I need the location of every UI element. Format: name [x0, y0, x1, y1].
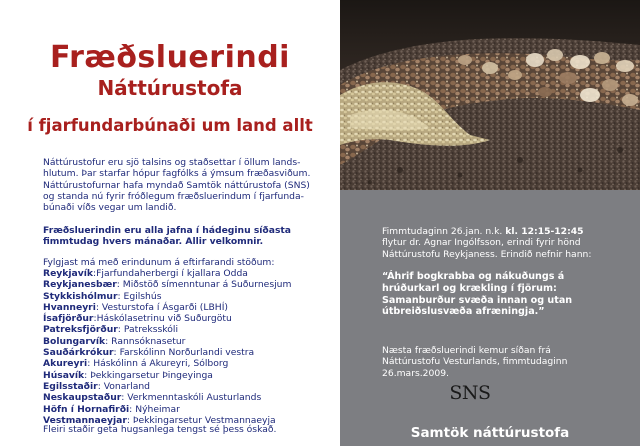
- station-separator: :: [126, 414, 133, 426]
- station-venue: Verkmenntaskóli Austurlands: [127, 392, 262, 404]
- talk-date-line: [382, 226, 632, 237]
- station-place: Patreksfjörður: [43, 324, 118, 336]
- station-separator: :: [105, 335, 112, 347]
- station-separator: :: [84, 369, 91, 381]
- station-item: [43, 302, 335, 313]
- station-venue: Rannsóknasetur: [111, 335, 186, 347]
- station-place: Reykjanesbær: [43, 279, 117, 291]
- quote-line: hrúðurkarl og krækling í fjörum:: [382, 282, 557, 294]
- quote-line: “Áhrif bogkrabba og nákuðungs á: [382, 271, 565, 282]
- talk-date: Fimmtudaginn 26.jan. n.k.: [382, 226, 506, 237]
- station-separator: :: [117, 290, 124, 302]
- station-item: [43, 358, 335, 369]
- station-item: [43, 268, 335, 279]
- station-venue: Farskólinn Norðurlandi vestra: [119, 347, 255, 359]
- station-venue: Þekkingarsetur Þingeyinga: [90, 369, 213, 381]
- shells-image: [340, 0, 640, 190]
- stations-footer: Fleiri staðir geta hugsanlega tengst sé þess óskað.: [43, 424, 277, 435]
- station-venue: Nýheimar: [135, 403, 180, 415]
- station-venue: Patreksskóli: [123, 324, 179, 336]
- intro-paragraph: [43, 157, 335, 213]
- next-talk-line: Náttúrustofu Vesturlands, fimmtudaginn: [382, 356, 568, 368]
- next-talk-line: 26.mars.2009.: [382, 367, 449, 379]
- station-item: [43, 313, 335, 324]
- stations-list: [43, 268, 335, 426]
- station-separator: :: [121, 392, 128, 404]
- station-separator: :: [97, 380, 104, 392]
- quote-line: útbreiðslusvæða afræningja.”: [382, 306, 545, 318]
- page-title: Fræðsluerindi: [50, 40, 290, 75]
- right-panel: [340, 0, 640, 446]
- schedule-note: [43, 225, 335, 248]
- talk-topic-intro: Náttúrustofu Reykjaness. Erindið nefnir hann:: [382, 248, 592, 260]
- station-item: [43, 279, 335, 290]
- station-venue: Miðstöð símenntunar á Suðurnesjum: [122, 279, 292, 291]
- talk-info: [382, 226, 632, 260]
- schedule-line: fimmtudag hvers mánaðar. Allir velkomnir.: [43, 236, 264, 248]
- page-subtitle: Náttúrustofa: [97, 76, 243, 100]
- station-venue: Egilshús: [123, 290, 162, 302]
- stations-intro: Fylgjast má með erindunum á eftirfarandi stöðum:: [43, 257, 275, 268]
- organization-name: Samtök náttúrustofa: [410, 425, 570, 441]
- station-venue: Háskólinn á Akureyri, Sólborg: [93, 358, 229, 370]
- station-separator: :: [129, 403, 136, 415]
- station-place: Sauðárkrókur: [43, 347, 114, 359]
- station-place: Egilsstaðir: [43, 380, 98, 392]
- station-separator: :: [95, 301, 102, 313]
- schedule-line: Fræðsluerindin eru alla jafna í hádeginu síðasta: [43, 225, 292, 236]
- next-talk-line: Næsta fræðsluerindi kemur síðan frá: [382, 345, 551, 356]
- station-separator: :: [93, 313, 97, 325]
- station-venue: Vesturstofa í Ásgarði (LBHÍ): [101, 301, 229, 313]
- station-venue: Fjarfundaherbergi í kjallara Odda: [96, 268, 248, 279]
- station-place: Bolungarvík: [43, 335, 106, 347]
- station-place: Neskaupstaður: [43, 392, 122, 404]
- station-item: [43, 404, 335, 415]
- station-item: [43, 392, 335, 403]
- station-separator: :: [116, 279, 123, 291]
- intro-line: Náttúrustofur eru sjö talsins og staðsettar í öllum lands-: [43, 157, 301, 168]
- station-place: Akureyri: [43, 358, 88, 370]
- station-place: Reykjavík: [43, 268, 94, 279]
- station-item: [43, 324, 335, 335]
- shells-photo: [340, 0, 640, 190]
- page-tagline: í fjarfundarbúnaði um land allt: [27, 116, 313, 135]
- intro-line: hlutum. Þar starfar hópur fagfólks á ýmsum fræðasviðum.: [43, 168, 311, 180]
- station-venue: Þekkingarsetur Vestmannaeyja: [132, 414, 276, 426]
- station-item: [43, 370, 335, 381]
- intro-line: Náttúrustofurnar hafa myndað Samtök náttúrustofa (SNS): [43, 179, 310, 191]
- station-place: Höfn í Hornafirði: [43, 403, 130, 415]
- station-item: [43, 347, 335, 358]
- talk-time: kl. 12:15-12:45: [505, 226, 584, 237]
- quote-line: Samanburður svæða innan og utan: [382, 294, 573, 306]
- station-place: Hvanneyri: [43, 301, 96, 313]
- station-item: [43, 291, 335, 302]
- station-separator: :: [117, 324, 124, 336]
- talk-title-quote: [382, 271, 632, 318]
- station-place: Ísafjörður: [43, 313, 94, 325]
- station-place: Húsavík: [43, 369, 85, 381]
- sns-logo: SNS: [449, 382, 491, 404]
- station-place: Vestmannaeyjar: [43, 414, 127, 426]
- station-place: Stykkishólmur: [43, 290, 118, 302]
- station-venue: Vonarland: [103, 380, 150, 392]
- talk-speaker-line: flytur dr. Agnar Ingólfsson, erindi fyrir hönd: [382, 237, 581, 249]
- station-venue: Háskólasetrinu við Suðurgötu: [96, 313, 232, 325]
- station-separator: :: [113, 347, 120, 359]
- intro-line: búnaði víðs vegar um landið.: [43, 202, 177, 214]
- station-item: [43, 381, 335, 392]
- next-talk-info: [382, 345, 632, 379]
- intro-line: og standa nú fyrir fróðlegum fræðsluerindum í fjarfunda-: [43, 190, 304, 202]
- station-item: [43, 336, 335, 347]
- station-separator: :: [93, 268, 97, 279]
- station-separator: :: [87, 358, 94, 370]
